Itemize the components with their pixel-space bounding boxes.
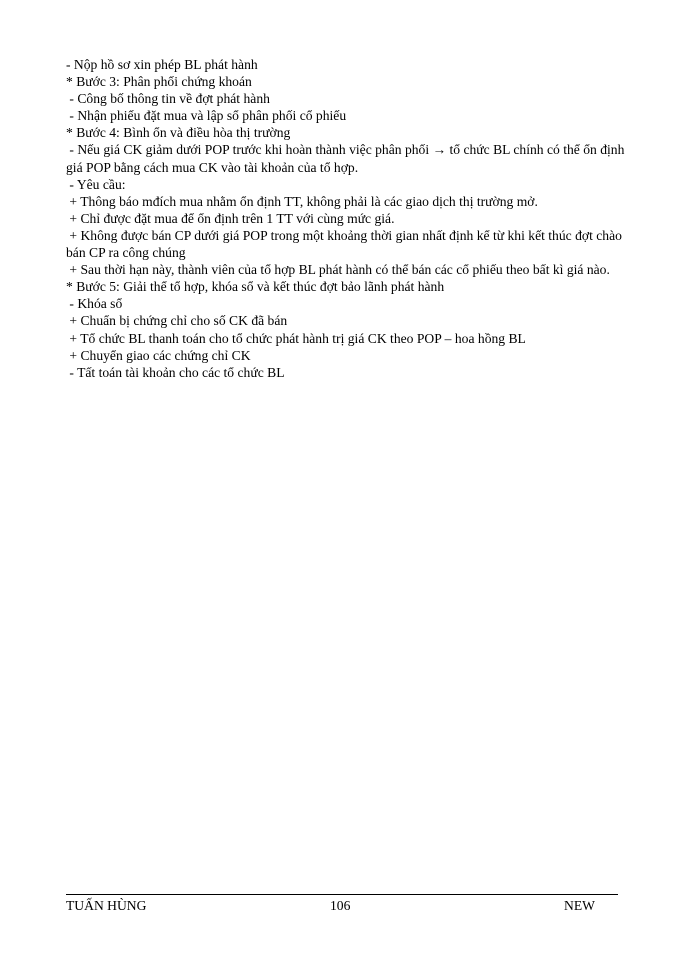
text-line: + Chuẩn bị chứng chỉ cho số CK đã bán [66, 313, 288, 329]
text-line: + Thông báo mđích mua nhằm ổn định TT, không phải là các giao dịch thị trường mở. [66, 193, 538, 209]
text-line: + Sau thời hạn này, thành viên của tổ hợp BL phát hành có thể bán các cổ phiếu theo bất kì giá nào. [66, 262, 610, 278]
step-heading: * Bước 3: Phân phối chứng khoán [66, 74, 252, 90]
text-line: - Tất toán tài khoản cho các tổ chức BL [66, 364, 285, 380]
text-line: + Chỉ được đặt mua để ổn định trên 1 TT với cùng mức giá. [66, 210, 395, 226]
text-line: - Yêu cầu: [66, 176, 126, 192]
text-line: - Khóa sổ [66, 296, 123, 312]
page-number: 106 [330, 898, 351, 913]
text-line: - Công bố thông tin về đợt phát hành [66, 91, 270, 107]
text-line: - Nếu giá CK giảm dưới POP trước khi hoàn thành việc phân phối → tổ chức BL chính có thể ổn định giá POP bằng cách mua CK vào tài khoản của tổ hợp. [66, 142, 628, 175]
text-line: - Nộp hồ sơ xin phép BL phát hành [66, 57, 258, 72]
body-text [66, 56, 626, 381]
footer-divider [66, 894, 618, 895]
text-line: + Chuyển giao các chứng chỉ CK [66, 347, 251, 363]
step-heading: * Bước 5: Giải thể tổ hợp, khóa sổ và kết thúc đợt bảo lãnh phát hành [66, 279, 445, 295]
text-line: + Không được bán CP dưới giá POP trong một khoảng thời gian nhất định kể từ khi kết thúc đợt chào bán CP ra công chúng [66, 227, 626, 261]
footer-tag: NEW [564, 898, 595, 913]
step-heading: * Bước 4: Bình ổn và điều hòa thị trường [66, 125, 291, 141]
text-line: - Nhận phiếu đặt mua và lập sổ phân phối cổ phiếu [66, 108, 347, 124]
text-line: + Tổ chức BL thanh toán cho tổ chức phát hành trị giá CK theo POP – hoa hồng BL [66, 330, 526, 346]
footer-author: TUẤN HÙNG [66, 898, 147, 913]
